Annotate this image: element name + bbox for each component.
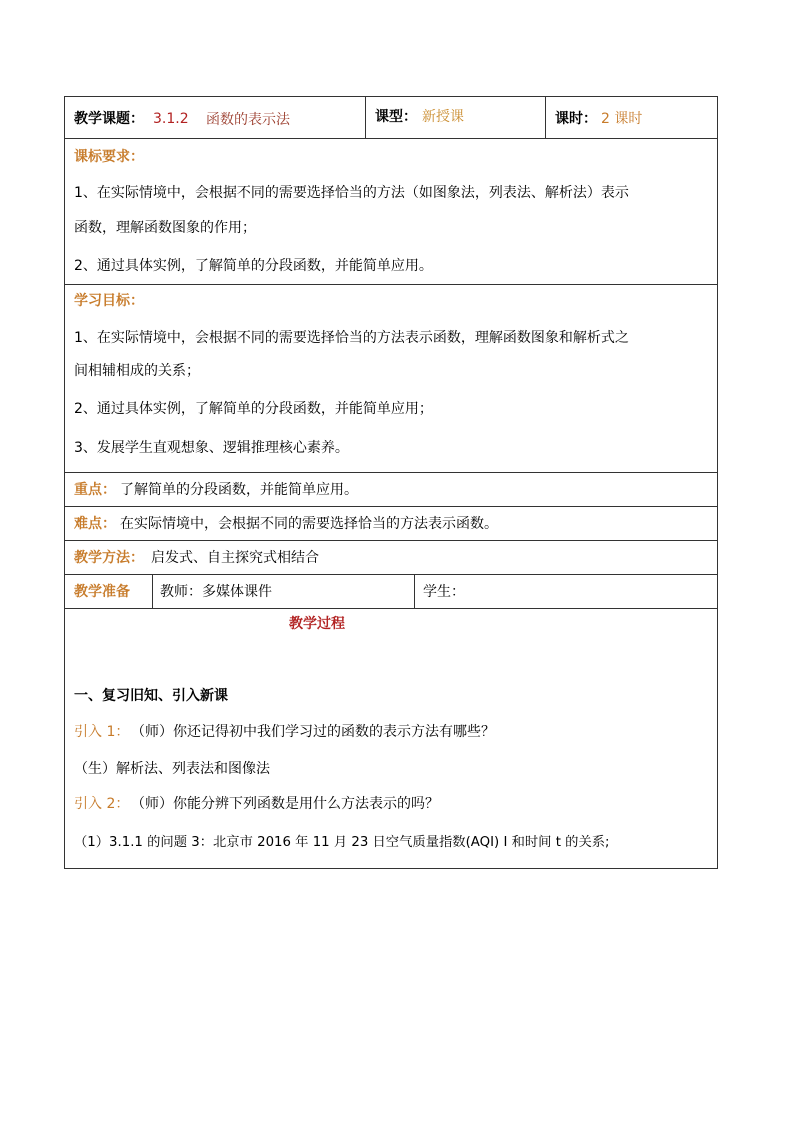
lesson-plan-table: [64, 96, 718, 869]
topic-label: 教学课题：: [74, 111, 144, 127]
method-text: 启发式、自主探究式相结合: [151, 550, 319, 566]
key-point-text: 了解简单的分段函数，并能简单应用。: [120, 482, 358, 498]
intro1-text: （师）你还记得初中我们学习过的函数的表示方法有哪些？: [131, 724, 495, 740]
problem1-text: （1）3.1.1 的问题 3：北京市 2016 年 11 月 23 日空气质量指数(AQI) I 和时间 t 的关系;: [74, 835, 610, 850]
intro1-label: 引入 1：: [74, 724, 130, 740]
objectives-item2: 2、通过具体实例，了解简单的分段函数，并能简单应用；: [74, 401, 433, 417]
objectives-item1-line1: 1、在实际情境中，会根据不同的需要选择恰当的方法表示函数，理解函数图象和解析式之: [74, 330, 629, 346]
preparation-label: 教学准备: [74, 584, 130, 600]
standards-item1-line2: 函数，理解函数图象的作用；: [74, 220, 256, 236]
hours-cell: [545, 97, 717, 138]
preparation-teacher-cell: [152, 575, 414, 608]
type-cell: [365, 97, 545, 138]
topic-title: 函数的表示法: [206, 112, 290, 128]
objectives-row: [65, 285, 717, 473]
process-section: [65, 609, 717, 868]
objectives-title: 学习目标：: [74, 293, 144, 309]
method-row: [65, 541, 717, 575]
preparation-teacher: 教师：多媒体课件: [160, 584, 272, 600]
hours-label: 课时：: [555, 111, 597, 127]
topic-cell: [65, 97, 365, 138]
objectives-item1-line2: 间相辅相成的关系；: [74, 363, 200, 379]
difficulty-text: 在实际情境中，会根据不同的需要选择恰当的方法表示函数。: [120, 516, 498, 532]
objectives-item3: 3、发展学生直观想象、逻辑推理核心素养。: [74, 440, 349, 456]
difficulty-label: 难点：: [74, 516, 116, 532]
method-label: 教学方法：: [74, 550, 144, 566]
topic-number: 3.1.2: [153, 111, 189, 127]
type-label: 课型：: [375, 109, 417, 125]
process-section1: 一、复习旧知、引入新课: [74, 688, 228, 704]
standards-title: 课标要求：: [74, 149, 144, 165]
student-answer: （生）解析法、列表法和图像法: [74, 761, 270, 777]
type-value: 新授课: [422, 109, 464, 125]
intro2-text: （师）你能分辨下列函数是用什么方法表示的吗？: [131, 796, 439, 812]
key-point-label: 重点：: [74, 482, 116, 498]
key-point-row: [65, 473, 717, 507]
preparation-row: [65, 575, 717, 609]
standards-item2: 2、通过具体实例，了解简单的分段函数，并能简单应用。: [74, 258, 433, 274]
standards-item1-line1: 1、在实际情境中，会根据不同的需要选择恰当的方法（如图象法，列表法、解析法）表示: [74, 185, 629, 201]
header-row: [65, 97, 717, 139]
preparation-label-cell: [65, 575, 152, 608]
hours-value: 2 课时: [601, 111, 643, 127]
preparation-student-cell: [414, 575, 717, 608]
difficulty-row: [65, 507, 717, 541]
process-title: 教学过程: [289, 616, 345, 632]
preparation-student: 学生：: [423, 584, 465, 600]
standards-row: [65, 139, 717, 285]
intro2-label: 引入 2：: [74, 796, 130, 812]
